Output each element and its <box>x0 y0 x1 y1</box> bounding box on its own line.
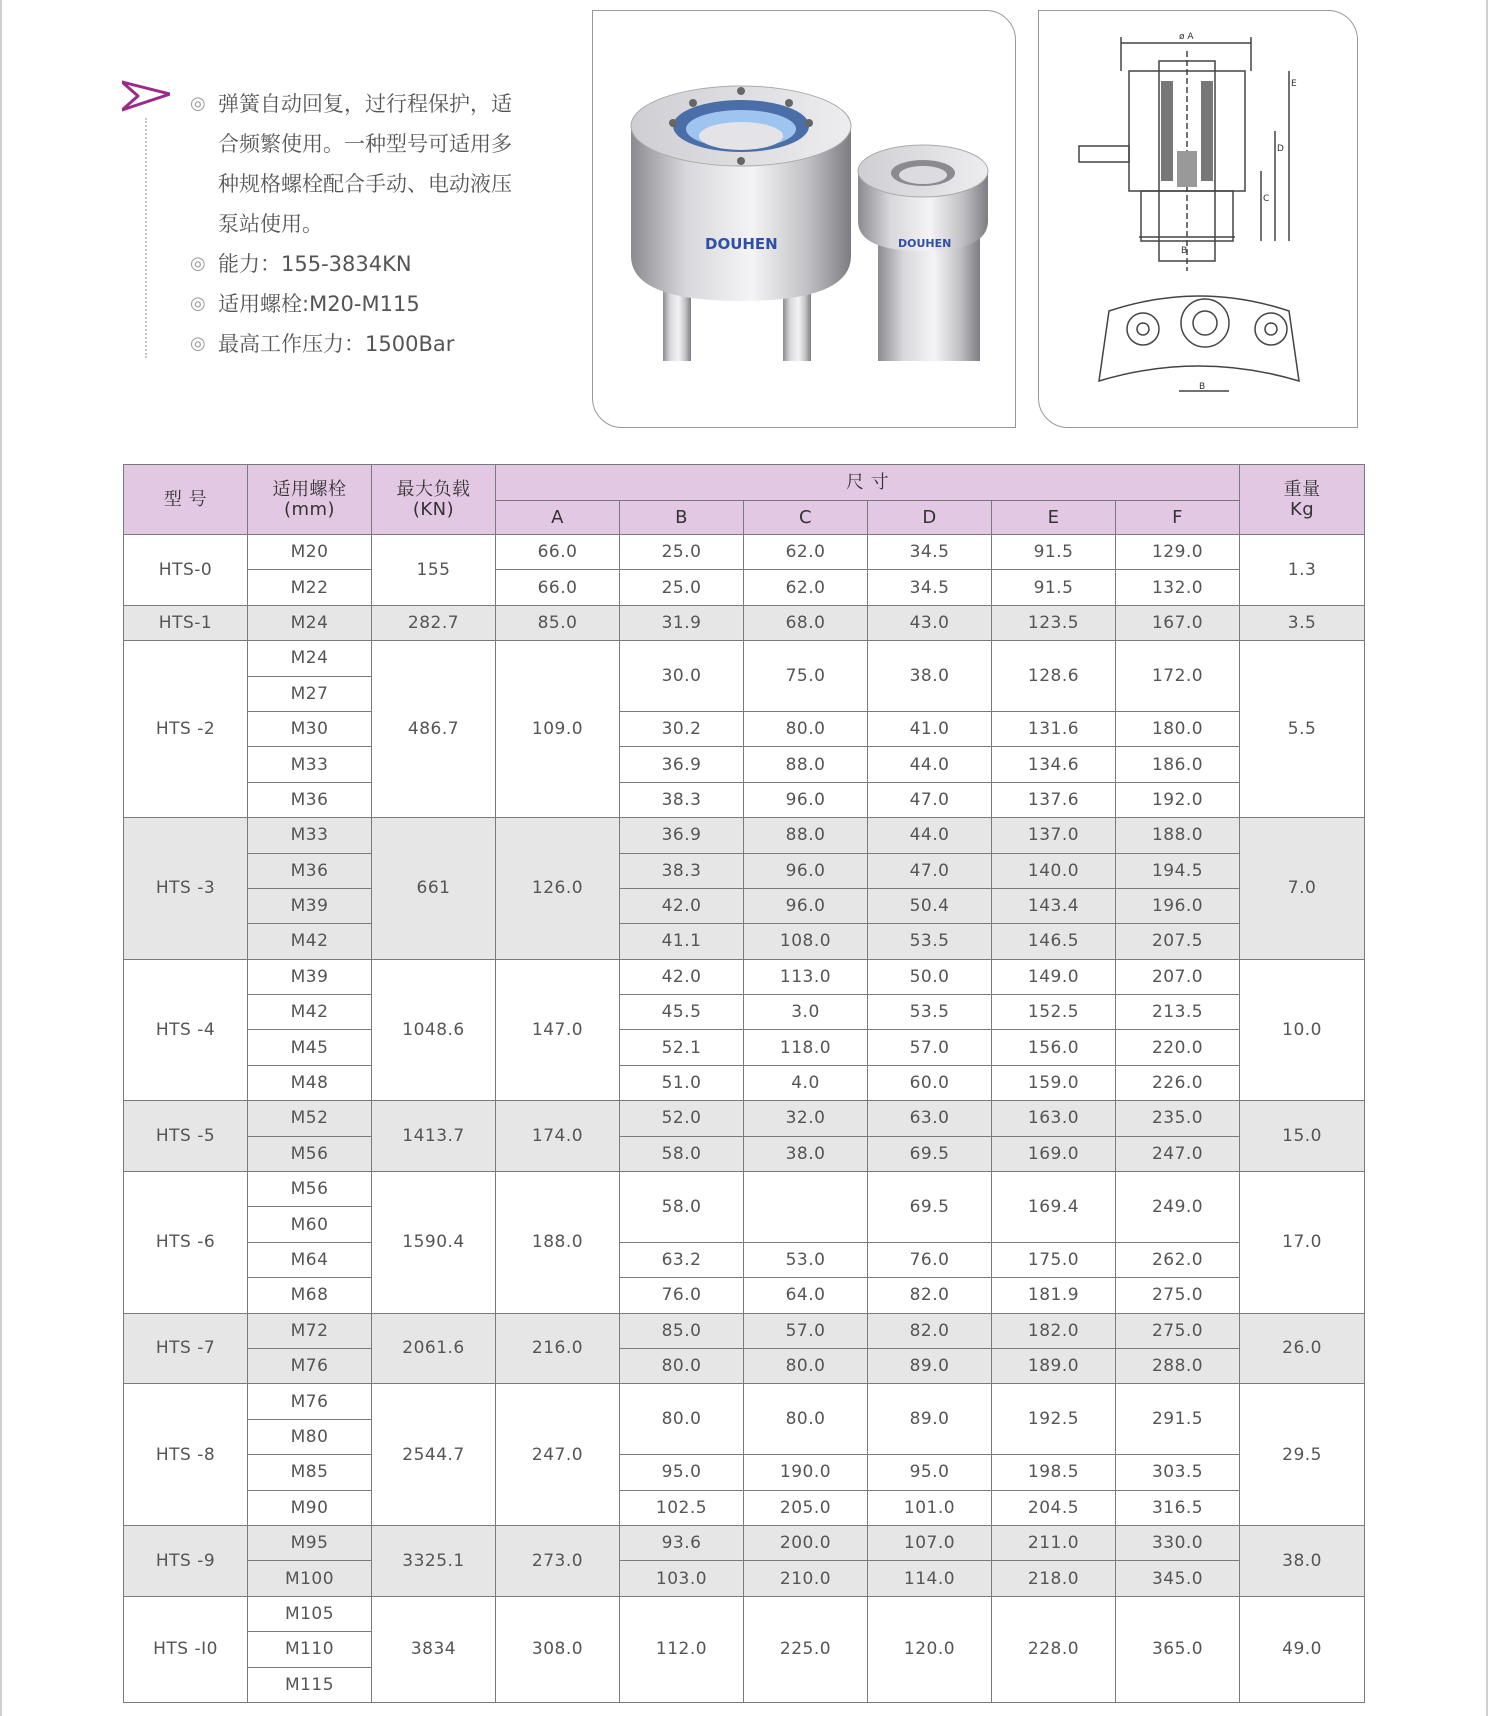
header-load: 最大负载 (KN) <box>372 465 496 535</box>
dim-E-cell: 189.0 <box>992 1348 1116 1383</box>
dim-A-cell: 216.0 <box>496 1313 620 1384</box>
dim-B-cell: 76.0 <box>620 1278 744 1313</box>
product-photo-panel <box>592 10 1016 428</box>
dim-E-cell: 204.5 <box>992 1490 1116 1525</box>
dim-F-cell: 226.0 <box>1116 1065 1240 1100</box>
model-cell: HTS -4 <box>124 959 248 1101</box>
table-row <box>124 570 1365 605</box>
dim-B-cell: 38.3 <box>620 853 744 888</box>
dim-C-cell: 64.0 <box>744 1278 868 1313</box>
page-left-border <box>0 0 2 1716</box>
dim-B-cell: 80.0 <box>620 1348 744 1383</box>
dim-D-cell: 107.0 <box>868 1525 992 1560</box>
dim-C-cell: 75.0 <box>744 641 868 712</box>
dim-D-cell: 44.0 <box>868 818 992 853</box>
bolt-cell: M42 <box>248 995 372 1030</box>
feature-item <box>190 84 570 244</box>
dim-E-cell: 169.4 <box>992 1172 1116 1243</box>
dim-A-cell: 147.0 <box>496 959 620 1101</box>
dim-B-cell: 112.0 <box>620 1596 744 1702</box>
weight-cell: 38.0 <box>1240 1525 1365 1596</box>
dim-E-cell: 143.4 <box>992 888 1116 923</box>
feature-list <box>190 84 570 364</box>
dim-B-cell: 93.6 <box>620 1525 744 1560</box>
header-F: F <box>1116 501 1240 535</box>
bolt-cell: M52 <box>248 1101 372 1136</box>
dim-E-cell: 152.5 <box>992 995 1116 1030</box>
table-row <box>124 1030 1365 1065</box>
bolt-cell: M76 <box>248 1384 372 1419</box>
table-row <box>124 1348 1365 1383</box>
dim-F-cell: 188.0 <box>1116 818 1240 853</box>
dim-B-cell: 52.1 <box>620 1030 744 1065</box>
dim-E-cell: 137.6 <box>992 782 1116 817</box>
dim-A-cell: 85.0 <box>496 605 620 640</box>
weight-cell: 49.0 <box>1240 1596 1365 1702</box>
dim-label-D: D <box>1277 144 1284 154</box>
dim-F-cell: 275.0 <box>1116 1313 1240 1348</box>
bolt-cell: M56 <box>248 1172 372 1207</box>
dim-F-cell: 249.0 <box>1116 1172 1240 1243</box>
spec-table-body <box>124 535 1365 1703</box>
dim-D-cell: 38.0 <box>868 641 992 712</box>
dim-E-cell: 175.0 <box>992 1242 1116 1277</box>
bolt-cell: M64 <box>248 1242 372 1277</box>
model-cell: HTS -6 <box>124 1172 248 1314</box>
dim-D-cell: 82.0 <box>868 1278 992 1313</box>
dim-F-cell: 365.0 <box>1116 1596 1240 1702</box>
dim-B-cell: 58.0 <box>620 1136 744 1171</box>
product-photo <box>593 11 1017 429</box>
bolt-cell: M20 <box>248 535 372 570</box>
table-row <box>124 641 1365 676</box>
dim-B-cell: 30.2 <box>620 711 744 746</box>
feature-pressure: 最高工作压力：1500Bar <box>218 332 455 356</box>
dim-C-cell: 96.0 <box>744 782 868 817</box>
load-cell: 1413.7 <box>372 1101 496 1172</box>
dim-F-cell: 235.0 <box>1116 1101 1240 1136</box>
dim-E-cell: 131.6 <box>992 711 1116 746</box>
dim-F-cell: 207.0 <box>1116 959 1240 994</box>
dim-D-cell: 44.0 <box>868 747 992 782</box>
dim-D-cell: 69.5 <box>868 1136 992 1171</box>
table-row <box>124 782 1365 817</box>
feature-capacity: 能力：155-3834KN <box>218 252 412 276</box>
dim-B-cell: 52.0 <box>620 1101 744 1136</box>
dim-B-cell: 31.9 <box>620 605 744 640</box>
table-row <box>124 1561 1365 1596</box>
dim-D-cell: 57.0 <box>868 1030 992 1065</box>
dim-E-cell: 181.9 <box>992 1278 1116 1313</box>
dim-A-cell: 174.0 <box>496 1101 620 1172</box>
bullet-icon: ◎ <box>190 333 206 354</box>
bolt-cell: M80 <box>248 1419 372 1454</box>
dim-F-cell: 192.0 <box>1116 782 1240 817</box>
table-row <box>124 1101 1365 1136</box>
dim-C-cell: 32.0 <box>744 1101 868 1136</box>
dim-F-cell: 220.0 <box>1116 1030 1240 1065</box>
dim-E-cell: 91.5 <box>992 535 1116 570</box>
table-row <box>124 1596 1365 1631</box>
dim-C-cell: 53.0 <box>744 1242 868 1277</box>
dim-A-cell: 66.0 <box>496 570 620 605</box>
technical-drawing <box>1039 11 1359 429</box>
weight-cell: 7.0 <box>1240 818 1365 960</box>
dim-F-cell: 132.0 <box>1116 570 1240 605</box>
dim-B-cell: 58.0 <box>620 1172 744 1243</box>
header-A: A <box>496 501 620 535</box>
dim-C-cell: 108.0 <box>744 924 868 959</box>
dim-B-cell: 36.9 <box>620 818 744 853</box>
dim-F-cell: 180.0 <box>1116 711 1240 746</box>
dim-D-cell: 34.5 <box>868 535 992 570</box>
dim-D-cell: 120.0 <box>868 1596 992 1702</box>
feature-bolt-range: 适用螺栓:M20-M115 <box>218 292 420 316</box>
header-model: 型 号 <box>124 465 248 535</box>
dim-label-phiA: ø A <box>1179 32 1194 42</box>
bolt-cell: M42 <box>248 924 372 959</box>
dim-E-cell: 134.6 <box>992 747 1116 782</box>
weight-cell: 29.5 <box>1240 1384 1365 1526</box>
dim-C-cell: 200.0 <box>744 1525 868 1560</box>
feature-text-line: 弹簧自动回复，过行程保护，适 <box>218 92 512 116</box>
technical-drawing-panel <box>1038 10 1358 428</box>
dim-F-cell: 262.0 <box>1116 1242 1240 1277</box>
load-cell: 2544.7 <box>372 1384 496 1526</box>
table-row <box>124 1278 1365 1313</box>
table-row <box>124 888 1365 923</box>
model-cell: HTS -3 <box>124 818 248 960</box>
model-cell: HTS -2 <box>124 641 248 818</box>
dim-C-cell: 118.0 <box>744 1030 868 1065</box>
bolt-cell: M39 <box>248 959 372 994</box>
dim-E-cell: 149.0 <box>992 959 1116 994</box>
header-weight: 重量 Kg <box>1240 465 1365 535</box>
table-row <box>124 1136 1365 1171</box>
dim-label-B2: B <box>1199 382 1206 392</box>
bolt-cell: M68 <box>248 1278 372 1313</box>
dim-D-cell: 53.5 <box>868 924 992 959</box>
dim-D-cell: 47.0 <box>868 853 992 888</box>
dim-F-cell: 275.0 <box>1116 1278 1240 1313</box>
dim-B-cell: 25.0 <box>620 570 744 605</box>
bullet-icon: ◎ <box>190 93 206 114</box>
dim-C-cell: 80.0 <box>744 1348 868 1383</box>
header-dimensions: 尺 寸 <box>496 465 1240 501</box>
feature-text-line: 合频繁使用。一种型号可适用多 <box>218 132 512 156</box>
table-row <box>124 1455 1365 1490</box>
dim-A-cell: 188.0 <box>496 1172 620 1314</box>
table-row <box>124 1172 1365 1207</box>
model-cell: HTS -7 <box>124 1313 248 1384</box>
dim-A-cell: 273.0 <box>496 1525 620 1596</box>
dim-E-cell: 218.0 <box>992 1561 1116 1596</box>
brand-logo: DOUHEN <box>705 235 778 253</box>
dim-E-cell: 163.0 <box>992 1101 1116 1136</box>
dim-E-cell: 123.5 <box>992 605 1116 640</box>
weight-cell: 10.0 <box>1240 959 1365 1101</box>
dim-B-cell: 30.0 <box>620 641 744 712</box>
dim-E-cell: 169.0 <box>992 1136 1116 1171</box>
dim-F-cell: 207.5 <box>1116 924 1240 959</box>
bolt-cell: M85 <box>248 1455 372 1490</box>
dim-E-cell: 159.0 <box>992 1065 1116 1100</box>
dim-B-cell: 80.0 <box>620 1384 744 1455</box>
dim-C-cell: 3.0 <box>744 995 868 1030</box>
dim-E-cell: 156.0 <box>992 1030 1116 1065</box>
bolt-cell: M100 <box>248 1561 372 1596</box>
dim-A-cell: 126.0 <box>496 818 620 960</box>
bolt-cell: M22 <box>248 570 372 605</box>
load-cell: 1048.6 <box>372 959 496 1101</box>
dim-B-cell: 42.0 <box>620 959 744 994</box>
dim-E-cell: 192.5 <box>992 1384 1116 1455</box>
table-row <box>124 1065 1365 1100</box>
dim-D-cell: 50.4 <box>868 888 992 923</box>
bolt-cell: M24 <box>248 605 372 640</box>
table-row <box>124 1525 1365 1560</box>
model-cell: HTS -8 <box>124 1384 248 1526</box>
model-cell: HTS-1 <box>124 605 248 640</box>
dim-label-B: B <box>1181 246 1188 256</box>
model-cell: HTS -I0 <box>124 1596 248 1702</box>
table-row <box>124 924 1365 959</box>
dim-C-cell: 80.0 <box>744 711 868 746</box>
table-row <box>124 747 1365 782</box>
dim-B-cell: 103.0 <box>620 1561 744 1596</box>
bolt-cell: M72 <box>248 1313 372 1348</box>
table-row <box>124 605 1365 640</box>
dim-D-cell: 101.0 <box>868 1490 992 1525</box>
feature-item <box>190 324 570 364</box>
header-bolt: 适用螺栓 (mm) <box>248 465 372 535</box>
dim-C-cell: 190.0 <box>744 1455 868 1490</box>
dim-F-cell: 186.0 <box>1116 747 1240 782</box>
load-cell: 661 <box>372 818 496 960</box>
model-cell: HTS-0 <box>124 535 248 606</box>
load-cell: 486.7 <box>372 641 496 818</box>
dim-F-cell: 316.5 <box>1116 1490 1240 1525</box>
bolt-cell: M90 <box>248 1490 372 1525</box>
bolt-cell: M36 <box>248 782 372 817</box>
dim-D-cell: 89.0 <box>868 1348 992 1383</box>
dim-D-cell: 69.5 <box>868 1172 992 1243</box>
load-cell: 2061.6 <box>372 1313 496 1384</box>
table-row <box>124 1490 1365 1525</box>
spec-table <box>123 464 1365 1703</box>
dim-E-cell: 228.0 <box>992 1596 1116 1702</box>
model-cell: HTS -9 <box>124 1525 248 1596</box>
header-C: C <box>744 501 868 535</box>
bolt-cell: M60 <box>248 1207 372 1242</box>
dim-D-cell: 114.0 <box>868 1561 992 1596</box>
dim-D-cell: 95.0 <box>868 1455 992 1490</box>
table-row <box>124 959 1365 994</box>
brand-logo-small: DOUHEN <box>898 237 952 250</box>
dim-E-cell: 211.0 <box>992 1525 1116 1560</box>
dim-D-cell: 60.0 <box>868 1065 992 1100</box>
weight-cell: 26.0 <box>1240 1313 1365 1384</box>
dim-B-cell: 63.2 <box>620 1242 744 1277</box>
dim-B-cell: 85.0 <box>620 1313 744 1348</box>
load-cell: 3834 <box>372 1596 496 1702</box>
dim-F-cell: 345.0 <box>1116 1561 1240 1596</box>
dim-E-cell: 140.0 <box>992 853 1116 888</box>
bolt-cell: M33 <box>248 818 372 853</box>
dim-F-cell: 167.0 <box>1116 605 1240 640</box>
dim-C-cell: 96.0 <box>744 853 868 888</box>
dim-F-cell: 129.0 <box>1116 535 1240 570</box>
dim-D-cell: 34.5 <box>868 570 992 605</box>
feature-text-line: 泵站使用。 <box>218 212 323 236</box>
bolt-cell: M30 <box>248 711 372 746</box>
dim-F-cell: 303.5 <box>1116 1455 1240 1490</box>
table-row <box>124 535 1365 570</box>
bullet-icon: ◎ <box>190 293 206 314</box>
dim-C-cell: 62.0 <box>744 535 868 570</box>
header-E: E <box>992 501 1116 535</box>
dim-C-cell: 80.0 <box>744 1384 868 1455</box>
dim-B-cell: 95.0 <box>620 1455 744 1490</box>
bolt-cell: M95 <box>248 1525 372 1560</box>
dim-F-cell: 247.0 <box>1116 1136 1240 1171</box>
load-cell: 1590.4 <box>372 1172 496 1314</box>
bolt-cell: M76 <box>248 1348 372 1383</box>
table-row <box>124 818 1365 853</box>
dim-F-cell: 288.0 <box>1116 1348 1240 1383</box>
dim-B-cell: 42.0 <box>620 888 744 923</box>
dim-E-cell: 128.6 <box>992 641 1116 712</box>
dim-B-cell: 38.3 <box>620 782 744 817</box>
dim-A-cell: 66.0 <box>496 535 620 570</box>
dim-C-cell: 62.0 <box>744 570 868 605</box>
header-B: B <box>620 501 744 535</box>
weight-cell: 1.3 <box>1240 535 1365 606</box>
dim-label-C: C <box>1263 194 1270 204</box>
load-cell: 3325.1 <box>372 1525 496 1596</box>
dim-F-cell: 172.0 <box>1116 641 1240 712</box>
bolt-cell: M33 <box>248 747 372 782</box>
bolt-cell: M39 <box>248 888 372 923</box>
dim-D-cell: 82.0 <box>868 1313 992 1348</box>
dim-C-cell: 57.0 <box>744 1313 868 1348</box>
dim-C-cell: 113.0 <box>744 959 868 994</box>
dim-A-cell: 247.0 <box>496 1384 620 1526</box>
weight-cell: 5.5 <box>1240 641 1365 818</box>
dim-E-cell: 146.5 <box>992 924 1116 959</box>
load-cell: 282.7 <box>372 605 496 640</box>
dim-C-cell: 205.0 <box>744 1490 868 1525</box>
bolt-cell: M36 <box>248 853 372 888</box>
dim-F-cell: 196.0 <box>1116 888 1240 923</box>
table-row <box>124 853 1365 888</box>
dim-A-cell: 109.0 <box>496 641 620 818</box>
dim-C-cell: 88.0 <box>744 747 868 782</box>
bolt-cell: M56 <box>248 1136 372 1171</box>
table-row <box>124 1384 1365 1419</box>
dim-C-cell <box>744 1172 868 1243</box>
header-D: D <box>868 501 992 535</box>
feature-item <box>190 284 570 324</box>
bolt-cell: M110 <box>248 1632 372 1667</box>
dim-A-cell: 308.0 <box>496 1596 620 1702</box>
dim-C-cell: 4.0 <box>744 1065 868 1100</box>
bolt-cell: M27 <box>248 676 372 711</box>
feature-text-line: 种规格螺栓配合手动、电动液压 <box>218 172 512 196</box>
bullet-icon: ◎ <box>190 253 206 274</box>
dim-E-cell: 198.5 <box>992 1455 1116 1490</box>
dim-C-cell: 210.0 <box>744 1561 868 1596</box>
dim-B-cell: 45.5 <box>620 995 744 1030</box>
dotted-divider <box>145 118 147 358</box>
dim-D-cell: 41.0 <box>868 711 992 746</box>
table-row <box>124 1313 1365 1348</box>
model-cell: HTS -5 <box>124 1101 248 1172</box>
dim-B-cell: 25.0 <box>620 535 744 570</box>
weight-cell: 3.5 <box>1240 605 1365 640</box>
dim-E-cell: 91.5 <box>992 570 1116 605</box>
dim-label-E: E <box>1291 79 1297 89</box>
table-row <box>124 1242 1365 1277</box>
dim-D-cell: 76.0 <box>868 1242 992 1277</box>
dim-D-cell: 50.0 <box>868 959 992 994</box>
dim-C-cell: 88.0 <box>744 818 868 853</box>
bolt-cell: M48 <box>248 1065 372 1100</box>
dim-F-cell: 291.5 <box>1116 1384 1240 1455</box>
dim-B-cell: 36.9 <box>620 747 744 782</box>
dim-F-cell: 194.5 <box>1116 853 1240 888</box>
dim-C-cell: 96.0 <box>744 888 868 923</box>
dim-D-cell: 53.5 <box>868 995 992 1030</box>
table-row <box>124 711 1365 746</box>
bolt-cell: M115 <box>248 1667 372 1702</box>
load-cell: 155 <box>372 535 496 606</box>
dim-F-cell: 330.0 <box>1116 1525 1240 1560</box>
dim-B-cell: 51.0 <box>620 1065 744 1100</box>
bolt-cell: M24 <box>248 641 372 676</box>
dim-D-cell: 47.0 <box>868 782 992 817</box>
weight-cell: 15.0 <box>1240 1101 1365 1172</box>
dim-F-cell: 213.5 <box>1116 995 1240 1030</box>
dim-C-cell: 225.0 <box>744 1596 868 1702</box>
dim-D-cell: 89.0 <box>868 1384 992 1455</box>
feature-item <box>190 244 570 284</box>
bolt-cell: M105 <box>248 1596 372 1631</box>
weight-cell: 17.0 <box>1240 1172 1365 1314</box>
dim-D-cell: 43.0 <box>868 605 992 640</box>
dim-E-cell: 182.0 <box>992 1313 1116 1348</box>
dim-D-cell: 63.0 <box>868 1101 992 1136</box>
dim-E-cell: 137.0 <box>992 818 1116 853</box>
dim-C-cell: 38.0 <box>744 1136 868 1171</box>
dim-C-cell: 68.0 <box>744 605 868 640</box>
arrow-icon <box>122 80 170 112</box>
dim-B-cell: 41.1 <box>620 924 744 959</box>
table-row <box>124 995 1365 1030</box>
bolt-cell: M45 <box>248 1030 372 1065</box>
dim-B-cell: 102.5 <box>620 1490 744 1525</box>
